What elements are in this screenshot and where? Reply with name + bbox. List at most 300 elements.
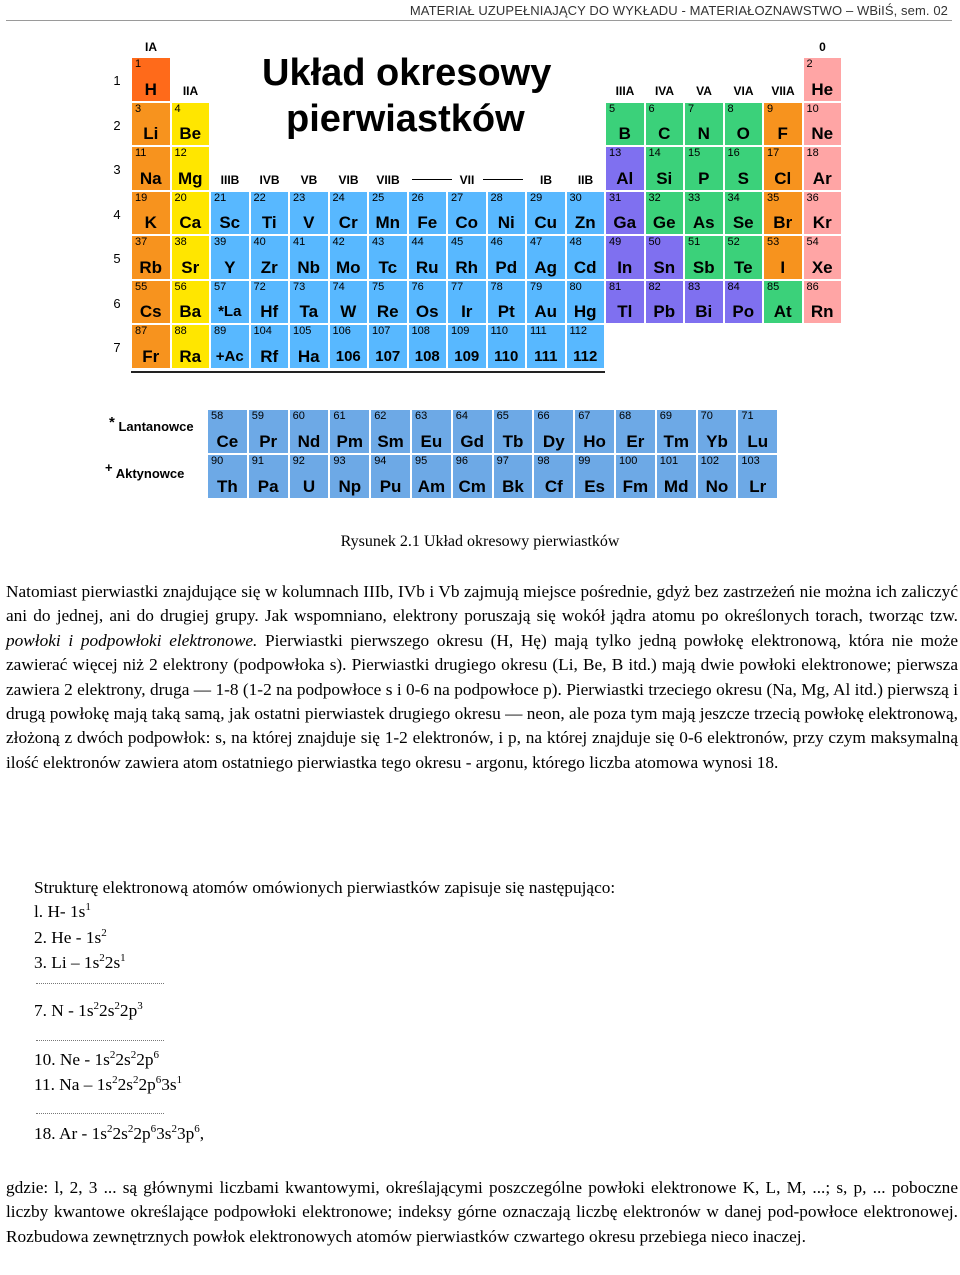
element-symbol: Ag: [534, 257, 558, 277]
atomic-number: 88: [174, 325, 187, 337]
atomic-number: 46: [490, 236, 503, 248]
atomic-number: 10: [806, 102, 819, 115]
dotted-separator: [36, 983, 164, 984]
element-cell: [452, 454, 493, 499]
electron-count: 1: [176, 1074, 183, 1086]
element-cell: [289, 324, 329, 369]
element-cell: [370, 409, 411, 454]
element-symbol: Hf: [260, 302, 279, 321]
title-line-1: Układ okresowy: [262, 52, 552, 94]
atomic-number: 44: [411, 236, 424, 248]
atomic-number: 47: [530, 236, 543, 248]
atomic-number: 19: [135, 191, 148, 204]
element-cell: [684, 191, 724, 236]
atomic-number: 96: [455, 455, 469, 467]
element-cell: [526, 324, 566, 369]
element-symbol: Ge: [652, 213, 676, 232]
group-label: IVA: [654, 83, 675, 98]
element-cell: [171, 191, 211, 236]
element-symbol: Fm: [622, 477, 649, 496]
atomic-number: 20: [174, 191, 187, 204]
element-symbol: Os: [415, 302, 439, 321]
atomic-number: 33: [688, 191, 701, 204]
element-symbol: Ha: [297, 346, 320, 366]
element-symbol: O: [736, 124, 750, 143]
element-symbol: Tb: [502, 432, 524, 451]
orbital-term: 2s: [112, 1124, 128, 1143]
orbital-term: 2p: [133, 1124, 151, 1143]
element-symbol: Np: [338, 477, 362, 496]
element-symbol: Sn: [653, 257, 676, 277]
element-symbol: Tm: [663, 432, 689, 451]
period-number: 5: [113, 251, 121, 266]
orbital-term: 3s: [161, 1075, 177, 1094]
element-cell: [605, 146, 645, 191]
element-symbol: Ni: [497, 213, 515, 232]
element-symbol: Cd: [573, 257, 597, 277]
element-cell: [329, 454, 370, 499]
element-cell: [656, 454, 697, 499]
element-symbol: He: [811, 79, 834, 99]
structure-intro: Strukturę elektronową atomów omówionych pierwiastków zapisuje się następująco:: [34, 878, 616, 897]
element-symbol: Lu: [747, 432, 769, 451]
atomic-number: 2: [806, 58, 813, 70]
element-cell: [248, 454, 289, 499]
atomic-number: 56: [174, 280, 187, 293]
configuration-line: [34, 1050, 159, 1070]
element-symbol: P: [698, 168, 710, 188]
element-cell: [289, 235, 329, 280]
atomic-number: 17: [767, 147, 780, 159]
element-symbol: Fe: [417, 213, 438, 232]
element-symbol: Zn: [574, 213, 596, 232]
periodic-table-title: [262, 50, 551, 142]
atomic-number: 59: [251, 410, 265, 422]
element-cell: [408, 235, 448, 280]
atomic-number: 67: [578, 410, 591, 422]
atomic-number: 79: [530, 280, 543, 293]
atomic-number: 71: [741, 410, 754, 422]
atomic-number: 29: [530, 191, 543, 204]
element-cell: [250, 324, 290, 369]
group-label: IB: [540, 172, 552, 187]
atomic-number: 106: [332, 325, 351, 337]
element-symbol: As: [692, 213, 715, 232]
group-bracket-line: [483, 179, 523, 180]
element-cell: [574, 454, 615, 499]
element-cell: [408, 324, 448, 369]
element-symbol: Yb: [706, 432, 728, 451]
element-symbol: Ho: [583, 432, 606, 451]
element-cell: [684, 146, 724, 191]
group-label: VIB: [338, 172, 359, 187]
electron-count: 2: [109, 1049, 116, 1061]
atomic-number: 45: [451, 236, 464, 248]
electron-count: 1: [120, 952, 126, 964]
element-symbol: Es: [584, 477, 605, 496]
element-cell: [411, 409, 452, 454]
element-symbol: Li: [143, 124, 159, 143]
element-cell: [763, 191, 803, 236]
lanthanides-label-text: Lantanowce: [118, 419, 194, 434]
atomic-number: 109: [451, 325, 470, 337]
atomic-number: 38: [174, 236, 187, 248]
element-cell: [803, 191, 843, 236]
atomic-number: 68: [619, 410, 632, 422]
atomic-number: 111: [530, 325, 547, 337]
atomic-number: 32: [648, 191, 661, 204]
element-cell: [763, 102, 803, 147]
element-symbol: 107: [375, 347, 401, 365]
electron-count: 2: [127, 1123, 134, 1135]
period-number: 3: [113, 162, 121, 177]
element-symbol: Pd: [495, 257, 518, 277]
element-symbol: Ar: [812, 168, 832, 188]
atomic-number: 100: [619, 455, 638, 467]
group-label: IIIB: [220, 172, 240, 187]
element-cell: [684, 235, 724, 280]
element-symbol: Fr: [142, 346, 160, 366]
element-cell: [411, 454, 452, 499]
electron-count: 2: [112, 1074, 118, 1086]
atomic-number: 15: [688, 147, 701, 159]
element-symbol: Ir: [461, 302, 473, 321]
atomic-number: 61: [333, 410, 346, 422]
element-cell: [289, 454, 330, 499]
atomic-number: 6: [648, 102, 655, 115]
element-symbol: +Ac: [215, 347, 244, 365]
element-cell: [210, 235, 250, 280]
element-symbol: 109: [454, 347, 480, 365]
element-cell: [645, 191, 685, 236]
element-cell: [605, 191, 645, 236]
atomic-number: 27: [451, 191, 464, 204]
period-number: 2: [113, 117, 121, 133]
atomic-number: 94: [374, 455, 387, 467]
atomic-number: 103: [741, 455, 760, 467]
atomic-number: 58: [211, 410, 224, 422]
atomic-number: 69: [659, 410, 673, 422]
element-cell: [447, 191, 487, 236]
element-cell: [329, 235, 369, 280]
atomic-number: 95: [415, 455, 428, 467]
element-cell: [131, 102, 171, 147]
element-symbol: Eu: [420, 432, 443, 451]
element-cell: [368, 324, 408, 369]
atomic-number: 50: [648, 236, 661, 248]
electron-count: 3: [137, 1000, 143, 1012]
element-symbol: Rf: [260, 346, 279, 366]
atomic-number: 41: [293, 236, 306, 248]
element-symbol: Ce: [216, 432, 239, 451]
element-cell: [487, 235, 527, 280]
element-cell: [250, 280, 290, 325]
element-symbol: 110: [494, 347, 519, 365]
atomic-number: 37: [135, 236, 148, 248]
atomic-number: 28: [490, 191, 503, 204]
element-symbol: Pa: [257, 477, 279, 496]
element-symbol: Mg: [177, 168, 203, 188]
atomic-number: 3: [135, 102, 142, 115]
element-cell: [289, 191, 329, 236]
element-cell: [370, 454, 411, 499]
element-symbol: Hg: [573, 302, 597, 321]
element-cell: [724, 235, 764, 280]
element-cell: [289, 280, 329, 325]
element-cell: [408, 280, 448, 325]
atomic-number: 77: [451, 280, 464, 293]
atomic-number: 14: [648, 147, 661, 159]
element-symbol: Ta: [299, 302, 319, 321]
element-cell: [803, 146, 843, 191]
element-symbol: Cf: [544, 477, 563, 496]
page-header: MATERIAŁ UZUPEŁNIAJĄCY DO WYKŁADU - MATERIAŁOZNAWSTWO – WBiIŚ, sem. 02: [409, 3, 948, 18]
dotted-separator: [36, 1040, 164, 1041]
element-cell: [615, 409, 656, 454]
orbital-term: 1s: [91, 1124, 107, 1143]
group-label: IIIA: [615, 83, 635, 98]
element-symbol: U: [302, 477, 316, 496]
element-cell: [656, 409, 697, 454]
element-symbol: Rn: [810, 302, 834, 321]
element-cell: [645, 280, 685, 325]
atomic-number: 18: [806, 147, 819, 159]
electron-count: 6: [153, 1049, 159, 1061]
atomic-number: 54: [806, 236, 819, 248]
atomic-number: 30: [569, 191, 582, 204]
element-symbol: Cr: [338, 213, 358, 232]
atomic-number: 102: [700, 455, 719, 467]
configuration-prefix: 7. N -: [34, 1001, 79, 1020]
element-symbol: Au: [534, 302, 558, 321]
element-cell: [526, 235, 566, 280]
element-symbol: Rh: [455, 257, 479, 277]
element-cell: [724, 280, 764, 325]
element-symbol: Pt: [497, 302, 515, 321]
configuration-suffix: ,: [199, 1124, 205, 1143]
element-symbol: In: [617, 257, 633, 277]
element-cell: [207, 454, 248, 499]
atomic-number: 12: [174, 147, 187, 159]
element-symbol: Th: [217, 477, 238, 496]
element-symbol: Nb: [297, 257, 321, 277]
atomic-number: 5: [609, 102, 616, 115]
element-cell: [615, 454, 656, 499]
element-cell: [574, 409, 615, 454]
element-cell: [724, 191, 764, 236]
element-symbol: Se: [732, 213, 754, 232]
figure-caption: Rysunek 2.1 Układ okresowy pierwiastków: [340, 533, 620, 550]
configuration-prefix: 2. He -: [34, 928, 86, 947]
element-symbol: Cl: [774, 168, 792, 188]
element-cell: [210, 280, 250, 325]
orbital-term: 3p: [177, 1124, 195, 1143]
element-symbol: Lr: [749, 477, 767, 496]
element-symbol: 111: [534, 347, 558, 365]
element-symbol: V: [303, 213, 315, 232]
dotted-separator: [36, 1113, 164, 1114]
orbital-term: 1s: [83, 953, 100, 972]
atomic-number: 26: [411, 191, 424, 204]
element-cell: [724, 146, 764, 191]
group-label: IIB: [577, 172, 594, 187]
atomic-number: 99: [578, 455, 591, 467]
element-cell: [763, 235, 803, 280]
group-label: IA: [145, 40, 157, 54]
electron-count: 6: [194, 1123, 200, 1135]
actinides-label-text: Aktynowce: [115, 466, 185, 481]
element-cell: [131, 280, 171, 325]
atomic-number: 39: [214, 236, 227, 248]
element-cell: [684, 280, 724, 325]
atomic-number: 93: [333, 455, 346, 467]
atomic-number: 70: [700, 410, 713, 422]
atomic-number: 80: [569, 280, 582, 293]
element-symbol: Re: [376, 302, 399, 321]
element-symbol: K: [144, 213, 157, 232]
orbital-term: 2p: [138, 1075, 156, 1094]
period-number: 4: [113, 206, 121, 222]
element-symbol: Tl: [617, 302, 633, 321]
atomic-number: 108: [411, 325, 430, 337]
element-cell: [566, 191, 606, 236]
element-symbol: Pb: [653, 302, 676, 321]
element-cell: [131, 146, 171, 191]
atomic-number: 31: [609, 191, 622, 204]
element-symbol: *La: [218, 303, 242, 320]
element-symbol: Mo: [335, 257, 361, 277]
element-cell: [737, 454, 778, 499]
group-label: VII: [459, 172, 475, 187]
actinides-label: + Aktynowce: [105, 460, 185, 481]
electron-count: 6: [155, 1074, 162, 1086]
element-cell: [210, 191, 250, 236]
atomic-number: 82: [648, 280, 661, 293]
configuration-line: [34, 1001, 143, 1021]
atomic-number: 16: [727, 147, 740, 159]
configuration-prefix: 3. Li –: [34, 953, 84, 972]
atomic-number: 23: [293, 191, 306, 204]
configuration-line: [34, 902, 91, 922]
element-cell: [493, 409, 534, 454]
electron-count: 2: [93, 1000, 100, 1012]
orbital-term: 2s: [104, 953, 121, 972]
element-cell: [171, 324, 211, 369]
element-symbol: Kr: [812, 213, 832, 232]
element-cell: [408, 191, 448, 236]
element-cell: [210, 324, 250, 369]
group-label: VIA: [733, 83, 754, 98]
atomic-number: 24: [332, 191, 345, 204]
element-symbol: F: [777, 124, 788, 143]
atomic-number: 9: [767, 102, 774, 115]
element-symbol: Y: [224, 257, 236, 277]
element-symbol: Mn: [375, 213, 401, 232]
atomic-number: 107: [372, 325, 391, 337]
group-label: VIIA: [771, 83, 795, 98]
element-cell: [697, 409, 738, 454]
atomic-number: 74: [332, 280, 345, 293]
atomic-number: 112: [569, 325, 588, 337]
atomic-number: 86: [806, 280, 819, 293]
orbital-term: 2p: [119, 1001, 138, 1020]
element-cell: [763, 280, 803, 325]
element-cell: [566, 280, 606, 325]
element-symbol: Br: [773, 213, 793, 232]
atomic-number: 40: [253, 236, 266, 248]
paragraph-1-part-2: Pierwiastki pierwszego okresu (H, Hę) mają tylko jedną powłokę elektronową, która nie może zawierać więcej niż 2 elektrony (podpowłoka s). Pierwiastki drugiego okresu (Li, Be, B itd.) mają dwie powłoki elektronowe; pierwsza zawiera 2 elektrony, druga — 1-8 (1-2 na podpowłoce s i 0-6 na podpowłoce p). Pierwiastki trzeciego okresu (Na, Mg, Al itd.) pierwszą i drugą powłokę mają taką samą, jak ostatni pierwiastek drugiego okresu — neon, ale poza tym mają jeszcze trzecią powłokę elektronową, złożoną z dwóch podpowłok: s, na której znajduje się 1-2 elektronów, i p, na której znajduje się 0-6 elektronów, przy czym maksymalną ilość elektronów zawiera atom ostatniego pierwiastka tego okresu - argonu, którego liczba atomowa wynosi 18.: [6, 630, 958, 772]
atomic-number: 64: [455, 410, 469, 422]
element-cell: [487, 191, 527, 236]
element-cell: [452, 409, 493, 454]
element-symbol: Po: [732, 302, 755, 321]
configuration-prefix: l. H-: [34, 902, 70, 921]
atomic-number: 7: [688, 102, 695, 115]
atomic-number: 51: [688, 236, 701, 248]
element-cell: [724, 102, 764, 147]
element-symbol: Er: [626, 432, 645, 451]
atomic-number: 97: [496, 455, 509, 467]
orbital-term: 1s: [94, 1050, 110, 1069]
element-cell: [803, 280, 843, 325]
atomic-number: 42: [332, 236, 345, 248]
element-cell: [131, 191, 171, 236]
lanthanides-label: * Lantanowce: [109, 414, 194, 434]
group-label: VB: [300, 172, 318, 187]
element-symbol: Ga: [613, 213, 637, 232]
electron-count: 2: [171, 1123, 178, 1135]
element-cell: [329, 409, 370, 454]
element-symbol: Xe: [811, 257, 833, 277]
element-cell: [803, 235, 843, 280]
element-symbol: Ne: [811, 124, 834, 143]
element-cell: [605, 280, 645, 325]
element-cell: [526, 280, 566, 325]
element-symbol: Pu: [379, 477, 402, 496]
element-symbol: Gd: [460, 432, 484, 451]
element-symbol: Pm: [336, 432, 364, 451]
element-symbol: Sr: [181, 257, 200, 277]
atomic-number: 101: [659, 455, 679, 467]
orbital-term: 3s: [156, 1124, 172, 1143]
atomic-number: 34: [727, 191, 740, 204]
atomic-number: 4: [174, 102, 181, 115]
atomic-number: 52: [727, 236, 740, 248]
element-cell: [329, 280, 369, 325]
atomic-number: 89: [214, 325, 227, 337]
configuration-line: [34, 953, 126, 973]
atomic-number: 87: [135, 325, 148, 337]
period-number: 6: [113, 295, 121, 311]
orbital-term: 1s: [96, 1075, 113, 1094]
element-symbol: Bi: [695, 302, 713, 321]
element-symbol: Si: [656, 168, 673, 188]
paragraph-1-part-1: Natomiast pierwiastki znajdujące się w kolumnach IIIb, IVb i Vb zajmują miejsce pośrednie, gdyż bez zastrzeżeń nie można ich zaliczyć ani do jednej, ani do drugiej grupy. Jak wspomniano, elektrony poruszają się wokół jądra atomu po określonych torach, tworząc tzw.: [6, 582, 958, 626]
element-symbol: Sb: [692, 257, 715, 277]
atomic-number: 84: [727, 280, 740, 293]
element-symbol: 106: [335, 347, 361, 365]
element-symbol: S: [737, 168, 749, 188]
atomic-number: 72: [253, 280, 266, 293]
element-cell: [250, 235, 290, 280]
element-symbol: Cs: [139, 302, 162, 321]
element-cell: [171, 235, 211, 280]
element-symbol: Cm: [458, 477, 486, 496]
element-cell: [533, 454, 574, 499]
atomic-number: 81: [609, 280, 622, 293]
element-cell: [605, 235, 645, 280]
atomic-number: 35: [767, 191, 780, 204]
